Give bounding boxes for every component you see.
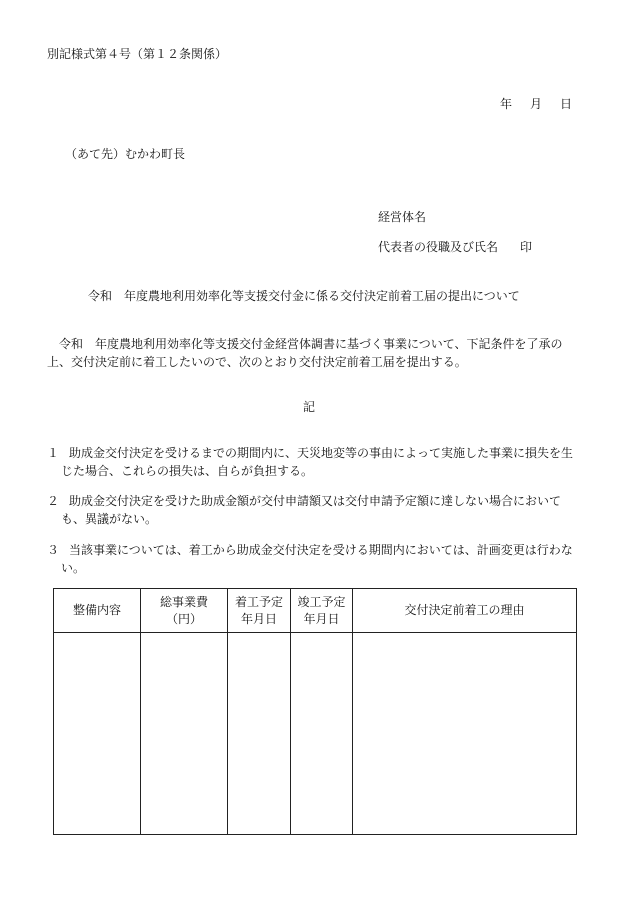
cell-reason[interactable] (353, 633, 577, 835)
table-row (54, 633, 577, 835)
header-content: 整備内容 (54, 589, 141, 633)
condition-number: １ (47, 446, 60, 460)
representative-label: 代表者の役職及び氏名 (378, 240, 499, 254)
representative-line (378, 239, 532, 256)
header-total-cost-line2: （円） (165, 611, 202, 626)
cell-finish-date[interactable] (291, 633, 353, 835)
condition-number: ３ (47, 543, 60, 557)
condition-number: ２ (47, 494, 60, 508)
entity-name-label: 経営体名 (378, 210, 427, 224)
date-year-label: 年 (500, 97, 513, 111)
header-finish-line2: 年月日 (303, 611, 340, 626)
cell-content[interactable] (54, 633, 141, 835)
form-number: 別記様式第４号（第１２条関係） (47, 47, 228, 61)
date-line (500, 96, 572, 113)
condition-text: 助成金交付決定を受けるまでの期間内に、天災地変等の事由によって実施した事業に損失を生じた場合、これらの損失は、自らが負担する。 (61, 446, 574, 478)
ki-heading: 記 (303, 400, 316, 414)
addressee: （あて先）むかわ町長 (65, 147, 186, 161)
header-start-line2: 年月日 (240, 611, 277, 626)
body-paragraph: 令和 年度農地利用効率化等支援交付金経営体調書に基づく事業について、下記条件を了承の上、交付決定前に着工したいので、次のとおり交付決定前着工届を提出する。 (47, 337, 563, 369)
date-month-label: 月 (530, 97, 543, 111)
header-finish-date (291, 589, 353, 633)
header-start-line1: 着工予定 (234, 594, 283, 609)
seal-label: 印 (520, 240, 533, 254)
header-reason: 交付決定前着工の理由 (353, 589, 577, 633)
document-title: 令和 年度農地利用効率化等支援交付金に係る交付決定前着工届の提出について (88, 289, 520, 303)
cell-total-cost[interactable] (141, 633, 228, 835)
condition-text: 助成金交付決定を受けた助成金額が交付申請額又は交付申請予定額に達しない場合においても、異議がない。 (61, 494, 562, 526)
header-start-date (228, 589, 291, 633)
date-day-label: 日 (560, 97, 573, 111)
condition-item (47, 492, 577, 528)
condition-item (47, 541, 577, 577)
table-header-row (54, 589, 577, 633)
header-finish-line1: 竣工予定 (297, 594, 346, 609)
condition-text: 当該事業については、着工から助成金交付決定を受ける期間内においては、計画変更は行わない。 (61, 543, 573, 575)
header-total-cost (141, 589, 228, 633)
header-total-cost-line1: 総事業費 (159, 594, 208, 609)
condition-item (47, 444, 577, 480)
plan-table (53, 588, 577, 835)
cell-start-date[interactable] (228, 633, 291, 835)
